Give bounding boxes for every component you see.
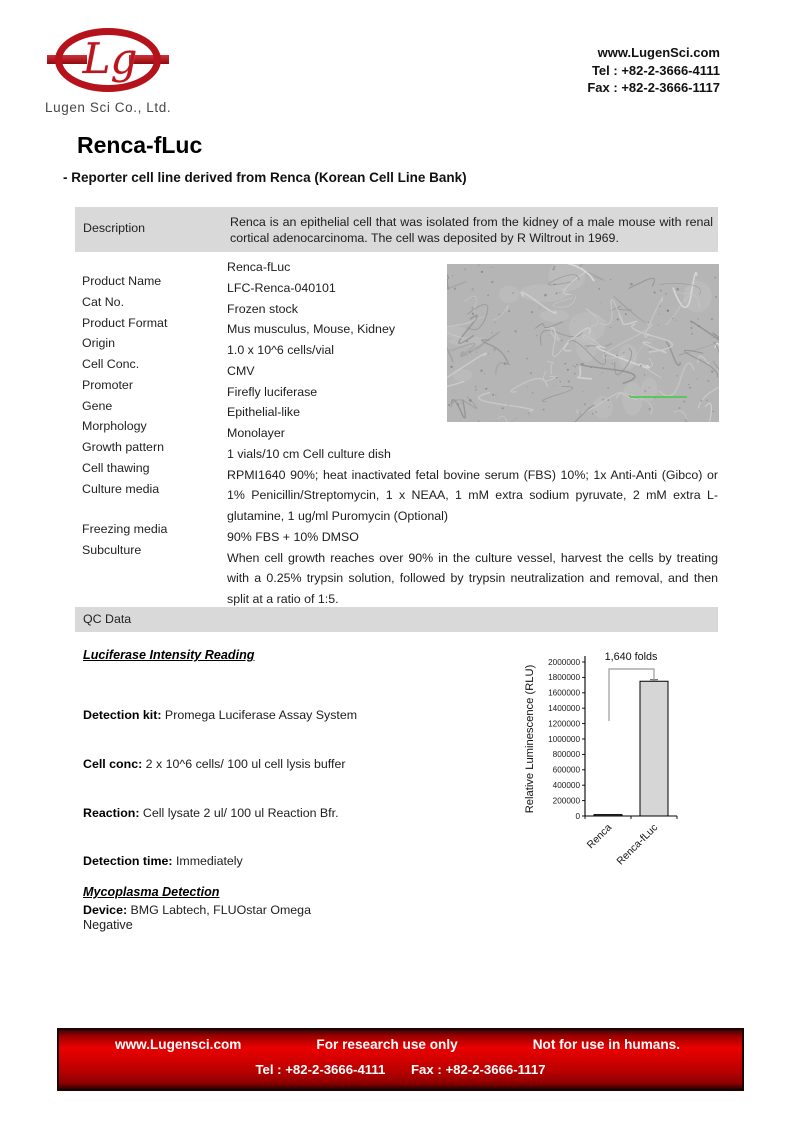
detail-label: Cell conc: bbox=[83, 757, 143, 772]
page-title: Renca-fLuc bbox=[77, 132, 203, 158]
spec-value: Mus musculus, Mouse, Kidney bbox=[227, 322, 396, 337]
detail-line bbox=[83, 902, 357, 918]
qc-section bbox=[75, 645, 765, 1025]
logo-monogram: Lg bbox=[82, 34, 138, 83]
svg-text:1000000: 1000000 bbox=[548, 734, 580, 744]
footer-website: www.Lugensci.com bbox=[115, 1037, 242, 1052]
spec-label: Morphology bbox=[82, 419, 147, 434]
svg-text:Renca-fLuc: Renca-fLuc bbox=[615, 822, 661, 868]
mycoplasma-heading: Mycoplasma Detection bbox=[83, 885, 220, 899]
spec-label: Cell Conc. bbox=[82, 357, 140, 371]
detail-value: Immediately bbox=[172, 854, 243, 869]
spec-label: Freezing media bbox=[82, 522, 168, 537]
luciferase-bar-chart bbox=[503, 646, 748, 881]
detail-value: Cell lysate 2 ul/ 100 ul Reaction Bfr. bbox=[139, 805, 339, 820]
svg-text:1,640 folds: 1,640 folds bbox=[604, 651, 658, 663]
product-spec-table bbox=[75, 207, 718, 609]
svg-text:600000: 600000 bbox=[552, 765, 580, 775]
description-text: Renca is an epithelial cell that was isolated from the kidney of a male mouse with renal cortical adenocarcinoma. The cell was deposited by R Wiltrout in 1969. bbox=[230, 215, 713, 245]
svg-text:1800000: 1800000 bbox=[548, 673, 580, 683]
spec-value: Firefly luciferase bbox=[227, 384, 318, 399]
header-tel: Tel : +82-2-3666-4111 bbox=[591, 62, 720, 78]
qc-section-header: QC Data bbox=[75, 607, 718, 632]
spec-value-culture-media: RPMI1640 90%; heat inactivated fetal bovine serum (FBS) 10%; 1x Anti-Anti (Gibco) or 1% Penicillin/Streptomycin, 1 x NEAA, 1 mM extra sodium pyruvate, 2 mM extra L-glutamine, 1 ug/ml Puromycin (Optional) bbox=[227, 467, 718, 523]
detail-label: Reaction: bbox=[83, 805, 140, 820]
spec-label: Cell thawing bbox=[82, 460, 150, 475]
description-row bbox=[75, 207, 718, 252]
svg-text:200000: 200000 bbox=[552, 796, 580, 806]
footer-research-notice: For research use only bbox=[316, 1037, 458, 1052]
footer-line2 bbox=[59, 1062, 742, 1077]
header-fax: Fax : +82-2-3666-1117 bbox=[587, 80, 720, 95]
footer-humans-notice: Not for use in humans. bbox=[532, 1037, 680, 1052]
spec-value: Epithelial-like bbox=[227, 405, 301, 420]
spec-label: Gene bbox=[82, 398, 113, 413]
spec-value: Monolayer bbox=[227, 426, 285, 440]
svg-text:400000: 400000 bbox=[552, 781, 580, 790]
luciferase-details bbox=[83, 675, 357, 950]
page-subtitle: - Reporter cell line derived from Renca (Korean Cell Line Bank) bbox=[63, 170, 467, 185]
company-name: Lugen Sci Co., Ltd. bbox=[45, 100, 172, 115]
spec-label: Product Name bbox=[82, 274, 162, 288]
detail-value: Promega Luciferase Assay System bbox=[161, 708, 358, 723]
spec-value: LFC-Renca-040101 bbox=[227, 280, 336, 295]
spec-label: Cat No. bbox=[82, 294, 125, 309]
spec-label-column bbox=[82, 271, 167, 561]
detail-line bbox=[83, 707, 357, 723]
spec-label: Product Format bbox=[82, 315, 168, 330]
spec-label: Subculture bbox=[82, 543, 142, 557]
company-logo bbox=[45, 26, 185, 115]
spec-label: Culture media bbox=[82, 481, 160, 496]
detail-line bbox=[83, 805, 357, 821]
spec-value: 1.0 x 10^6 cells/vial bbox=[227, 343, 335, 357]
footer-line1 bbox=[59, 1037, 742, 1052]
spec-value: 1 vials/10 cm Cell culture dish bbox=[227, 446, 391, 461]
footer-tel: Tel : +82-2-3666-4111 bbox=[255, 1062, 386, 1077]
svg-text:1400000: 1400000 bbox=[548, 704, 580, 713]
footer-fax: Fax : +82-2-3666-1117 bbox=[411, 1062, 546, 1077]
description-label: Description bbox=[83, 221, 145, 235]
detail-value: BMG Labtech, FLUOstar Omega bbox=[127, 902, 311, 917]
detail-line bbox=[83, 853, 357, 869]
svg-text:2000000: 2000000 bbox=[548, 657, 580, 667]
detail-value: 2 x 10^6 cells/ 100 ul cell lysis buffer bbox=[142, 757, 346, 772]
svg-text:1600000: 1600000 bbox=[548, 688, 580, 698]
spec-label: Growth pattern bbox=[82, 440, 164, 454]
spec-value-freezing-media: 90% FBS + 10% DMSO bbox=[227, 529, 359, 544]
header-website: www.LugenSci.com bbox=[597, 45, 720, 60]
spec-value: Frozen stock bbox=[227, 301, 298, 316]
footer-banner bbox=[57, 1028, 744, 1091]
logo-oval-icon bbox=[45, 26, 175, 98]
spec-label: Promoter bbox=[82, 377, 133, 392]
spec-label: Origin bbox=[82, 336, 116, 351]
svg-text:0: 0 bbox=[575, 811, 580, 821]
detail-line bbox=[83, 756, 357, 772]
svg-text:Relative Luminescence (RLU): Relative Luminescence (RLU) bbox=[524, 664, 536, 814]
mycoplasma-result: Negative bbox=[83, 918, 133, 932]
spec-body bbox=[75, 252, 718, 609]
spec-value-subculture: When cell growth reaches over 90% in the culture vessel, harvest the cells by treating with a 0.25% trypsin solution, followed by trypsin neutralization and removal, and then split at a ratio of 1:5. bbox=[227, 550, 718, 606]
luciferase-heading: Luciferase Intensity Reading bbox=[83, 648, 255, 662]
spec-value: CMV bbox=[227, 363, 255, 378]
cell-culture-microscopy-image bbox=[447, 264, 719, 422]
svg-text:1200000: 1200000 bbox=[548, 719, 580, 729]
detail-label: Detection kit: bbox=[83, 708, 162, 723]
detail-label: Device: bbox=[83, 902, 128, 917]
spec-value: Renca-fLuc bbox=[227, 260, 291, 274]
svg-text:Renca: Renca bbox=[585, 822, 615, 852]
detail-label: Detection time: bbox=[83, 854, 173, 869]
header-contact-block bbox=[587, 44, 720, 97]
svg-text:800000: 800000 bbox=[552, 750, 580, 760]
